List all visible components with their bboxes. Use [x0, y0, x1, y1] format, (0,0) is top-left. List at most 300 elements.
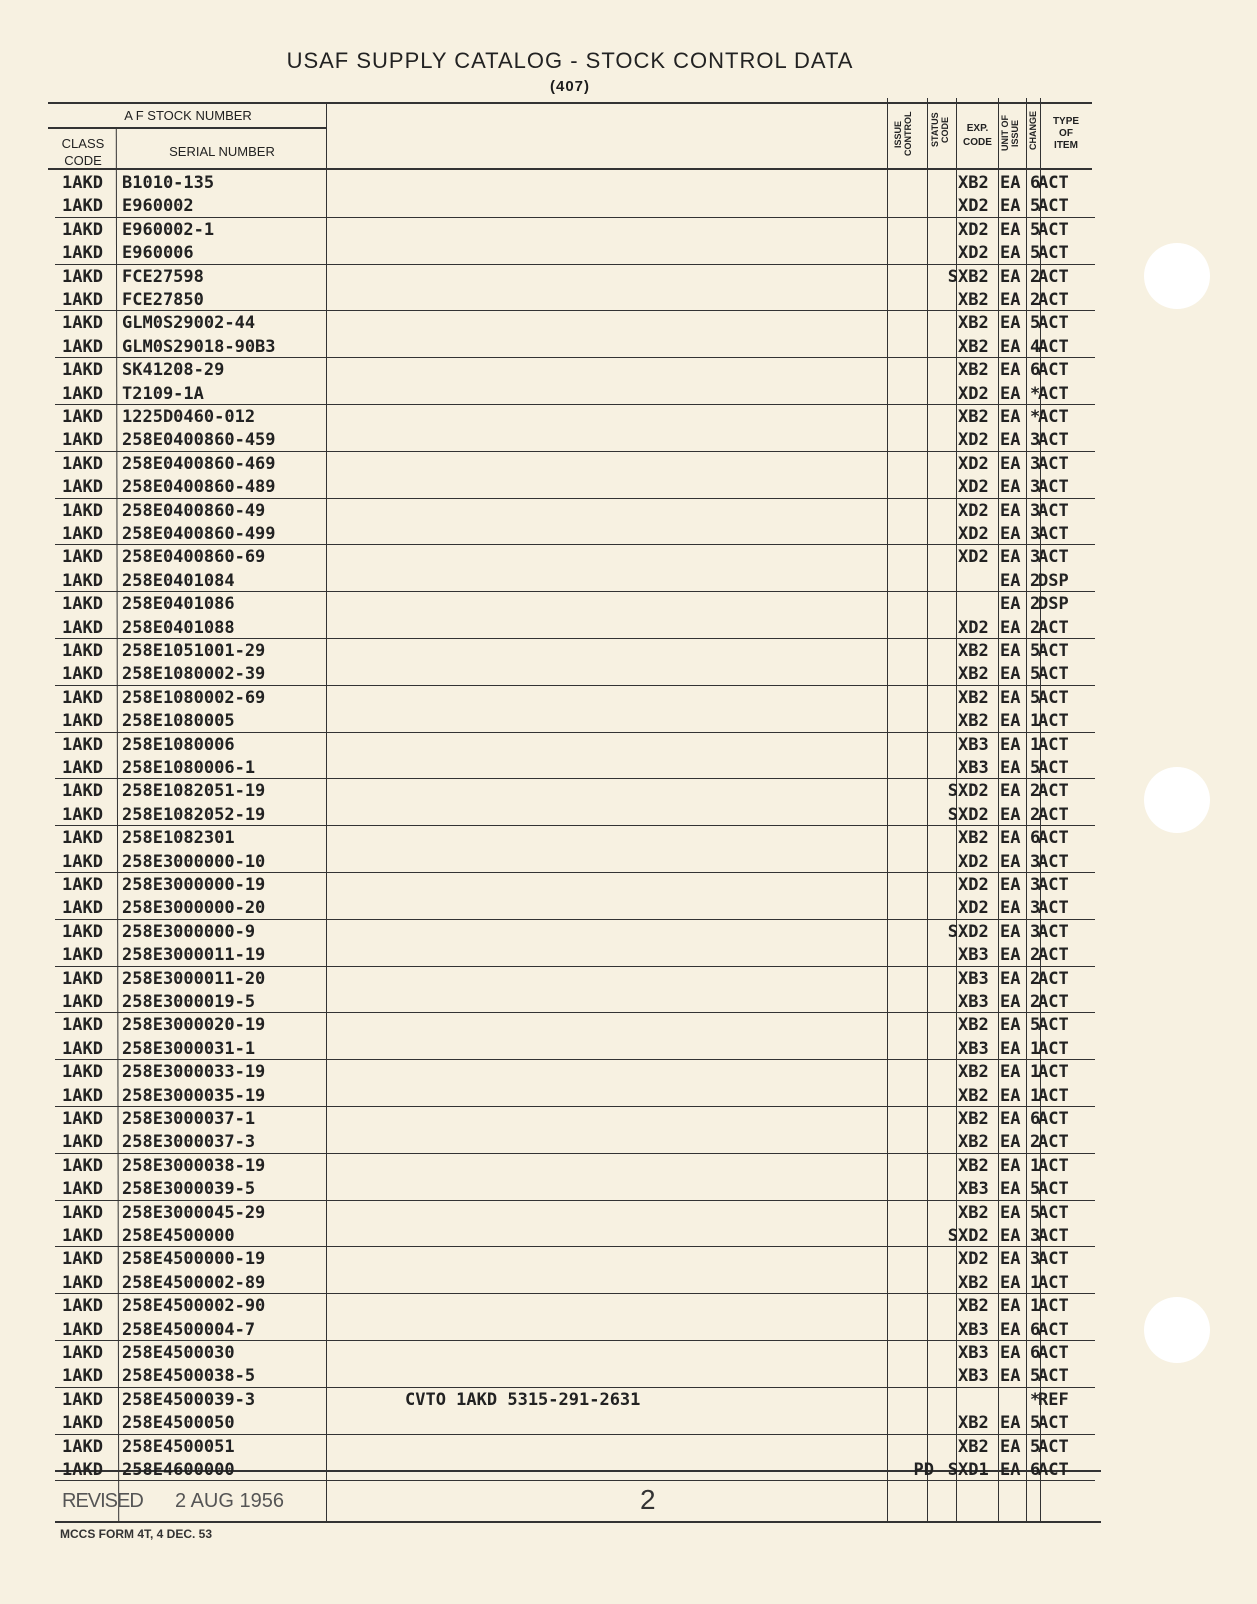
change-cell: 1: [1030, 1296, 1041, 1317]
change-cell: 5: [1030, 1436, 1041, 1457]
class-code-cell: 1AKD: [62, 968, 103, 989]
exp-code-cell: XD2: [958, 383, 989, 404]
type-of-item-cell: ACT: [1038, 1249, 1069, 1270]
table-row: [0, 501, 1100, 524]
unit-of-issue-cell: EA: [1000, 1132, 1021, 1153]
unit-of-issue-cell: EA: [1000, 500, 1021, 521]
serial-number-cell: E960002-1: [122, 219, 215, 240]
status-code-cell: S: [947, 804, 958, 825]
exp-code-cell: XD2: [958, 430, 989, 451]
exp-code-cell: XB2: [958, 1272, 989, 1293]
serial-number-cell: 258E1080002-69: [122, 687, 266, 708]
class-code-cell: 1AKD: [62, 664, 103, 685]
issue-control-cell: PD: [913, 1460, 934, 1480]
change-cell: 1: [1030, 1038, 1041, 1059]
row-group-divider: [55, 1480, 1095, 1481]
change-cell: *: [1030, 407, 1041, 427]
exp-code-cell: XB2: [958, 1132, 989, 1153]
unit-of-issue-cell: EA: [1000, 1226, 1021, 1246]
type-of-item-cell: ACT: [1038, 1413, 1069, 1434]
table-row: [0, 1343, 1100, 1366]
table-row: [0, 454, 1100, 477]
class-code-cell: 1AKD: [62, 1085, 103, 1106]
type-of-item-cell: ACT: [1038, 290, 1069, 310]
change-cell: 1: [1030, 734, 1041, 755]
unit-of-issue-cell: EA: [1000, 594, 1021, 615]
class-code-cell: 1AKD: [62, 641, 103, 661]
type-of-item-cell: ACT: [1038, 1202, 1069, 1223]
status-code-cell: S: [947, 921, 958, 942]
exp-code-cell: XB2: [958, 1296, 989, 1317]
exp-code-cell: XB2: [958, 687, 989, 708]
unit-of-issue-cell: EA: [1000, 992, 1021, 1012]
change-cell: 1: [1030, 1085, 1041, 1106]
class-code-cell: 1AKD: [62, 1038, 103, 1059]
unit-of-issue-cell: EA: [1000, 1460, 1021, 1480]
exp-code-line1: EXP.: [966, 123, 989, 134]
unit-of-issue-cell: EA: [1000, 1202, 1021, 1223]
binder-hole-middle: [1144, 767, 1210, 833]
row-group-divider: [55, 1434, 1095, 1435]
class-code-cell: 1AKD: [62, 1015, 103, 1036]
class-code-cell: 1AKD: [62, 851, 103, 872]
row-group-divider: [55, 1012, 1095, 1013]
unit-of-issue-cell: EA: [1000, 524, 1021, 544]
change-cell: 3: [1030, 921, 1041, 942]
row-group-divider: [55, 732, 1095, 733]
serial-number-cell: GLM0S29018-90B3: [122, 336, 276, 357]
row-group-divider: [55, 357, 1095, 358]
exp-code-cell: XB2: [958, 1155, 989, 1176]
type-of-item-cell: ACT: [1038, 828, 1069, 849]
change-cell: 5: [1030, 243, 1041, 264]
change-cell: 1: [1030, 1155, 1041, 1176]
class-code-cell: 1AKD: [62, 290, 103, 310]
row-group-divider: [55, 1106, 1095, 1107]
type-of-item-cell: ACT: [1038, 687, 1069, 708]
exp-code-cell: XB3: [958, 992, 989, 1012]
exp-code-cell: XB2: [958, 1413, 989, 1434]
change-cell: 6: [1030, 360, 1041, 381]
class-code-cell: 1AKD: [62, 430, 103, 451]
change-cell: 1: [1030, 1272, 1041, 1293]
class-code-cell: 1AKD: [62, 500, 103, 521]
unit-of-issue-cell: EA: [1000, 196, 1021, 217]
class-code-cell: 1AKD: [62, 407, 103, 427]
class-code-cell: 1AKD: [62, 1202, 103, 1223]
exp-code-cell: XB2: [958, 173, 989, 193]
type-of-item-cell: ACT: [1038, 804, 1069, 825]
exp-code-cell: XD2: [958, 851, 989, 872]
unit-of-issue-header: UNIT OF ISSUE: [1000, 115, 1020, 151]
exp-code-cell: XD2: [958, 617, 989, 638]
page-title: USAF SUPPLY CATALOG - STOCK CONTROL DATA: [286, 48, 854, 73]
unit-of-issue-cell: EA: [1000, 1155, 1021, 1176]
type-line2: OF: [1059, 128, 1073, 139]
change-cell: 2: [1030, 290, 1041, 310]
type-of-item-cell: ACT: [1038, 430, 1069, 451]
exp-code-cell: XB2: [958, 360, 989, 381]
row-group-divider: [55, 1293, 1095, 1294]
type-of-item-cell: ACT: [1038, 524, 1069, 544]
unit-of-issue-cell: EA: [1000, 266, 1021, 287]
type-of-item-cell: ACT: [1038, 1436, 1069, 1457]
change-cell: 5: [1030, 1179, 1041, 1200]
type-of-item-cell: ACT: [1038, 336, 1069, 357]
exp-code-cell: XD2: [958, 921, 989, 942]
change-cell: 3: [1030, 453, 1041, 474]
class-code-cell: 1AKD: [62, 524, 103, 544]
class-code-cell: 1AKD: [62, 196, 103, 217]
header-bottom-rule: [48, 168, 1092, 170]
table-row: [0, 313, 1100, 336]
exp-code-cell: XD2: [958, 477, 989, 498]
table-row: [0, 828, 1100, 851]
change-cell: 6: [1030, 828, 1041, 849]
unit-of-issue-cell: EA: [1000, 1085, 1021, 1106]
serial-number-cell: 258E4500004-7: [122, 1319, 256, 1340]
unit-of-issue-cell: EA: [1000, 360, 1021, 381]
class-code-cell: 1AKD: [62, 945, 103, 966]
exp-code-cell: XB2: [958, 1436, 989, 1457]
type-of-item-cell: ACT: [1038, 500, 1069, 521]
serial-number-cell: 258E0400860-459: [122, 430, 276, 451]
type-of-item-cell: ACT: [1038, 360, 1069, 381]
serial-number-cell: 258E3000033-19: [122, 1062, 266, 1083]
unit-of-issue-cell: EA: [1000, 383, 1021, 404]
serial-number-cell: 258E3000000-19: [122, 875, 266, 895]
exp-code-header: [957, 122, 998, 150]
class-code-cell: 1AKD: [62, 875, 103, 895]
change-cell: 5: [1030, 1015, 1041, 1036]
row-group-divider: [55, 591, 1095, 592]
row-group-divider: [55, 544, 1095, 545]
change-cell: 3: [1030, 1249, 1041, 1270]
class-code-cell: 1AKD: [62, 477, 103, 498]
type-of-item-cell: ACT: [1038, 1132, 1069, 1153]
exp-code-cell: XD2: [958, 1226, 989, 1246]
exp-code-cell: XB2: [958, 266, 989, 287]
class-code-cell: 1AKD: [62, 687, 103, 708]
change-cell: 6: [1030, 173, 1041, 193]
row-group-divider: [55, 1059, 1095, 1060]
class-code-cell: 1AKD: [62, 313, 103, 334]
class-code-header: [50, 135, 116, 169]
page-number: 2: [640, 1484, 656, 1515]
change-cell: 2: [1030, 266, 1041, 287]
serial-number-cell: 258E4500000: [122, 1226, 235, 1246]
type-of-item-cell: ACT: [1038, 711, 1069, 732]
serial-number-cell: 258E4500030: [122, 1343, 235, 1363]
change-cell: 2: [1030, 804, 1041, 825]
unit-of-issue-cell: EA: [1000, 1038, 1021, 1059]
change-cell: 6: [1030, 1319, 1041, 1340]
class-code-cell: 1AKD: [62, 1179, 103, 1200]
serial-number-cell: SK41208-29: [122, 360, 225, 381]
table-row: [0, 688, 1100, 711]
unit-of-issue-cell: EA: [1000, 641, 1021, 661]
status-code-cell: S: [947, 266, 958, 287]
class-code-cell: 1AKD: [62, 804, 103, 825]
exp-code-cell: XB3: [958, 758, 989, 778]
serial-number-cell: 258E4500050: [122, 1413, 235, 1434]
class-code-cell: 1AKD: [62, 594, 103, 615]
row-group-divider: [55, 919, 1095, 920]
serial-number-cell: 258E3000039-5: [122, 1179, 256, 1200]
exp-code-cell: XB2: [958, 407, 989, 427]
change-cell: 3: [1030, 875, 1041, 895]
table-row: [0, 1062, 1100, 1085]
unit-of-issue-cell: EA: [1000, 781, 1021, 802]
change-cell: 2: [1030, 570, 1041, 591]
class-code-cell: 1AKD: [62, 1436, 103, 1457]
type-of-item-cell: ACT: [1038, 1038, 1069, 1059]
exp-code-cell: XD2: [958, 804, 989, 825]
type-of-item-cell: ACT: [1038, 758, 1069, 778]
serial-number-cell: 258E3000019-5: [122, 992, 256, 1012]
unit-of-issue-cell: EA: [1000, 921, 1021, 942]
serial-number-cell: 258E0400860-489: [122, 477, 276, 498]
exp-code-cell: XB3: [958, 1179, 989, 1200]
class-code-cell: 1AKD: [62, 1366, 103, 1387]
type-of-item-cell: ACT: [1038, 266, 1069, 287]
unit-of-issue-cell: EA: [1000, 1015, 1021, 1036]
type-of-item-cell: ACT: [1038, 1062, 1069, 1083]
serial-number-cell: 258E3000000-20: [122, 898, 266, 919]
unit-of-issue-cell: EA: [1000, 1062, 1021, 1083]
table-row: [0, 594, 1100, 617]
class-code-cell: 1AKD: [62, 173, 103, 193]
change-cell: 5: [1030, 641, 1041, 661]
table-row: [0, 781, 1100, 804]
exp-code-cell: XB3: [958, 1038, 989, 1059]
class-code-line1: CLASS: [61, 136, 105, 151]
unit-of-issue-cell: EA: [1000, 898, 1021, 919]
unit-of-issue-cell: EA: [1000, 1319, 1021, 1340]
change-cell: 3: [1030, 547, 1041, 568]
table-row: [0, 1156, 1100, 1179]
class-code-cell: 1AKD: [62, 1226, 103, 1246]
table-row: [0, 360, 1100, 383]
binder-hole-top: [1144, 243, 1210, 309]
exp-code-cell: XB2: [958, 1085, 989, 1106]
type-of-item-cell: ACT: [1038, 641, 1069, 661]
type-of-item-cell: ACT: [1038, 1272, 1069, 1293]
exp-code-cell: XB2: [958, 828, 989, 849]
type-of-item-cell: ACT: [1038, 898, 1069, 919]
change-cell: 2: [1030, 992, 1041, 1012]
type-of-item-cell: ACT: [1038, 1343, 1069, 1363]
change-cell: 3: [1030, 524, 1041, 544]
change-cell: 2: [1030, 594, 1041, 615]
unit-of-issue-cell: EA: [1000, 851, 1021, 872]
class-code-cell: 1AKD: [62, 1132, 103, 1153]
change-cell: 6: [1030, 1343, 1041, 1363]
table-row: [0, 547, 1100, 570]
serial-number-cell: 258E4500039-3: [122, 1389, 256, 1410]
table-row: [0, 735, 1100, 758]
type-of-item-cell: ACT: [1038, 173, 1069, 193]
serial-number-cell: 258E1080006-1: [122, 758, 256, 778]
row-group-divider: [55, 778, 1095, 779]
table-row: [0, 220, 1100, 243]
change-cell: 5: [1030, 1202, 1041, 1223]
table-row: [0, 969, 1100, 992]
table-row: [0, 267, 1100, 290]
serial-number-cell: 258E1080002-39: [122, 664, 266, 685]
row-group-divider: [55, 451, 1095, 452]
unit-of-issue-cell: EA: [1000, 336, 1021, 357]
serial-number-cell: 258E1082052-19: [122, 804, 266, 825]
exp-code-cell: XB2: [958, 1062, 989, 1083]
change-cell: 3: [1030, 500, 1041, 521]
exp-code-cell: XD2: [958, 1249, 989, 1270]
type-of-item-cell: ACT: [1038, 407, 1069, 427]
unit-of-issue-cell: EA: [1000, 243, 1021, 264]
exp-code-cell: XD2: [958, 243, 989, 264]
row-group-divider: [55, 825, 1095, 826]
unit-of-issue-cell: EA: [1000, 173, 1021, 193]
class-code-cell: 1AKD: [62, 383, 103, 404]
exp-code-cell: XB3: [958, 1343, 989, 1363]
change-cell: 5: [1030, 758, 1041, 778]
table-row: [0, 173, 1100, 196]
class-code-cell: 1AKD: [62, 1460, 103, 1480]
class-code-cell: 1AKD: [62, 1389, 103, 1410]
class-code-cell: 1AKD: [62, 711, 103, 732]
unit-of-issue-cell: EA: [1000, 430, 1021, 451]
class-code-cell: 1AKD: [62, 1155, 103, 1176]
unit-of-issue-cell: EA: [1000, 758, 1021, 778]
class-code-cell: 1AKD: [62, 266, 103, 287]
af-stock-number-header: A F STOCK NUMBER: [124, 108, 252, 123]
serial-number-cell: 258E0400860-49: [122, 500, 266, 521]
table-row: [0, 1109, 1100, 1132]
serial-number-cell: T2109-1A: [122, 383, 204, 404]
serial-number-cell: 258E4500002-90: [122, 1296, 266, 1317]
unit-of-issue-cell: EA: [1000, 1179, 1021, 1200]
class-code-cell: 1AKD: [62, 921, 103, 942]
change-cell: 3: [1030, 851, 1041, 872]
serial-number-cell: B1010-135: [122, 173, 215, 193]
row-group-divider: [55, 872, 1095, 873]
serial-number-cell: 258E1082301: [122, 828, 235, 849]
class-code-cell: 1AKD: [62, 547, 103, 568]
serial-number-cell: 258E3000011-19: [122, 945, 266, 966]
exp-code-cell: XB2: [958, 1109, 989, 1129]
change-cell: 2: [1030, 617, 1041, 638]
serial-number-cell: 258E3000045-29: [122, 1202, 266, 1223]
change-cell: 2: [1030, 781, 1041, 802]
type-of-item-cell: ACT: [1038, 219, 1069, 240]
type-of-item-cell: ACT: [1038, 1226, 1069, 1246]
change-cell: 4: [1030, 336, 1041, 357]
table-row: [0, 407, 1100, 430]
exp-code-cell: XD2: [958, 547, 989, 568]
serial-number-cell: 1225D0460-012: [122, 407, 256, 427]
change-cell: 6: [1030, 1460, 1041, 1480]
type-of-item-cell: ACT: [1038, 477, 1069, 498]
unit-of-issue-cell: EA: [1000, 1249, 1021, 1270]
type-of-item-cell: ACT: [1038, 968, 1069, 989]
type-of-item-cell: ACT: [1038, 781, 1069, 802]
class-code-cell: 1AKD: [62, 734, 103, 755]
unit-of-issue-cell: EA: [1000, 1109, 1021, 1129]
change-cell: *: [1030, 1389, 1041, 1410]
exp-code-cell: XD2: [958, 500, 989, 521]
row-group-divider: [55, 1200, 1095, 1201]
exp-code-cell: XD2: [958, 219, 989, 240]
type-of-item-cell: ACT: [1038, 1179, 1069, 1200]
exp-code-cell: XB2: [958, 290, 989, 310]
row-group-divider: [55, 498, 1095, 499]
binder-hole-bottom: [1144, 1297, 1210, 1363]
status-code-header: STATUS CODE: [930, 112, 950, 148]
issue-control-header: ISSUE CONTROL: [893, 111, 913, 157]
serial-number-cell: 258E3000035-19: [122, 1085, 266, 1106]
serial-number-cell: 258E0401088: [122, 617, 235, 638]
serial-number-cell: 258E3000000-9: [122, 921, 256, 942]
unit-of-issue-cell: EA: [1000, 804, 1021, 825]
exp-code-cell: XD2: [958, 875, 989, 895]
status-code-cell: S: [947, 1226, 958, 1246]
row-group-divider: [55, 310, 1095, 311]
unit-of-issue-cell: EA: [1000, 219, 1021, 240]
stock-header-rule: [48, 127, 326, 129]
serial-number-header: SERIAL NUMBER: [169, 144, 275, 159]
serial-number-cell: E960002: [122, 196, 194, 217]
type-of-item-cell: ACT: [1038, 1319, 1069, 1340]
unit-of-issue-cell: EA: [1000, 477, 1021, 498]
class-code-cell: 1AKD: [62, 453, 103, 474]
class-code-cell: 1AKD: [62, 1062, 103, 1083]
exp-code-cell: XD2: [958, 453, 989, 474]
change-cell: 5: [1030, 1366, 1041, 1387]
serial-number-cell: 258E1080005: [122, 711, 235, 732]
class-code-cell: 1AKD: [62, 898, 103, 919]
unit-of-issue-cell: EA: [1000, 664, 1021, 685]
change-cell: 3: [1030, 477, 1041, 498]
exp-code-line2: CODE: [963, 137, 992, 148]
form-identifier: MCCS FORM 4T, 4 DEC. 53: [60, 1527, 213, 1541]
exp-code-cell: XD1: [958, 1460, 989, 1480]
exp-code-cell: XD2: [958, 524, 989, 544]
type-line1: TYPE: [1052, 116, 1080, 127]
unit-of-issue-cell: EA: [1000, 1413, 1021, 1434]
type-of-item-header: [1041, 116, 1091, 152]
class-code-cell: 1AKD: [62, 781, 103, 802]
exp-code-cell: XD2: [958, 781, 989, 802]
serial-number-cell: 258E0400860-499: [122, 524, 276, 544]
exp-code-cell: XB3: [958, 1319, 989, 1340]
type-of-item-cell: ACT: [1038, 992, 1069, 1012]
class-code-cell: 1AKD: [62, 219, 103, 240]
class-code-cell: 1AKD: [62, 828, 103, 849]
revised-date: 2 AUG 1956: [175, 1490, 284, 1512]
change-cell: 5: [1030, 664, 1041, 685]
class-code-cell: 1AKD: [62, 360, 103, 381]
class-code-cell: 1AKD: [62, 992, 103, 1012]
type-of-item-cell: ACT: [1038, 453, 1069, 474]
type-of-item-cell: ACT: [1038, 196, 1069, 217]
change-cell: 5: [1030, 196, 1041, 217]
serial-number-cell: 258E4500000-19: [122, 1249, 266, 1270]
unit-of-issue-cell: EA: [1000, 407, 1021, 427]
unit-of-issue-cell: EA: [1000, 1296, 1021, 1317]
unit-of-issue-cell: EA: [1000, 453, 1021, 474]
unit-of-issue-cell: EA: [1000, 687, 1021, 708]
type-of-item-cell: ACT: [1038, 1155, 1069, 1176]
